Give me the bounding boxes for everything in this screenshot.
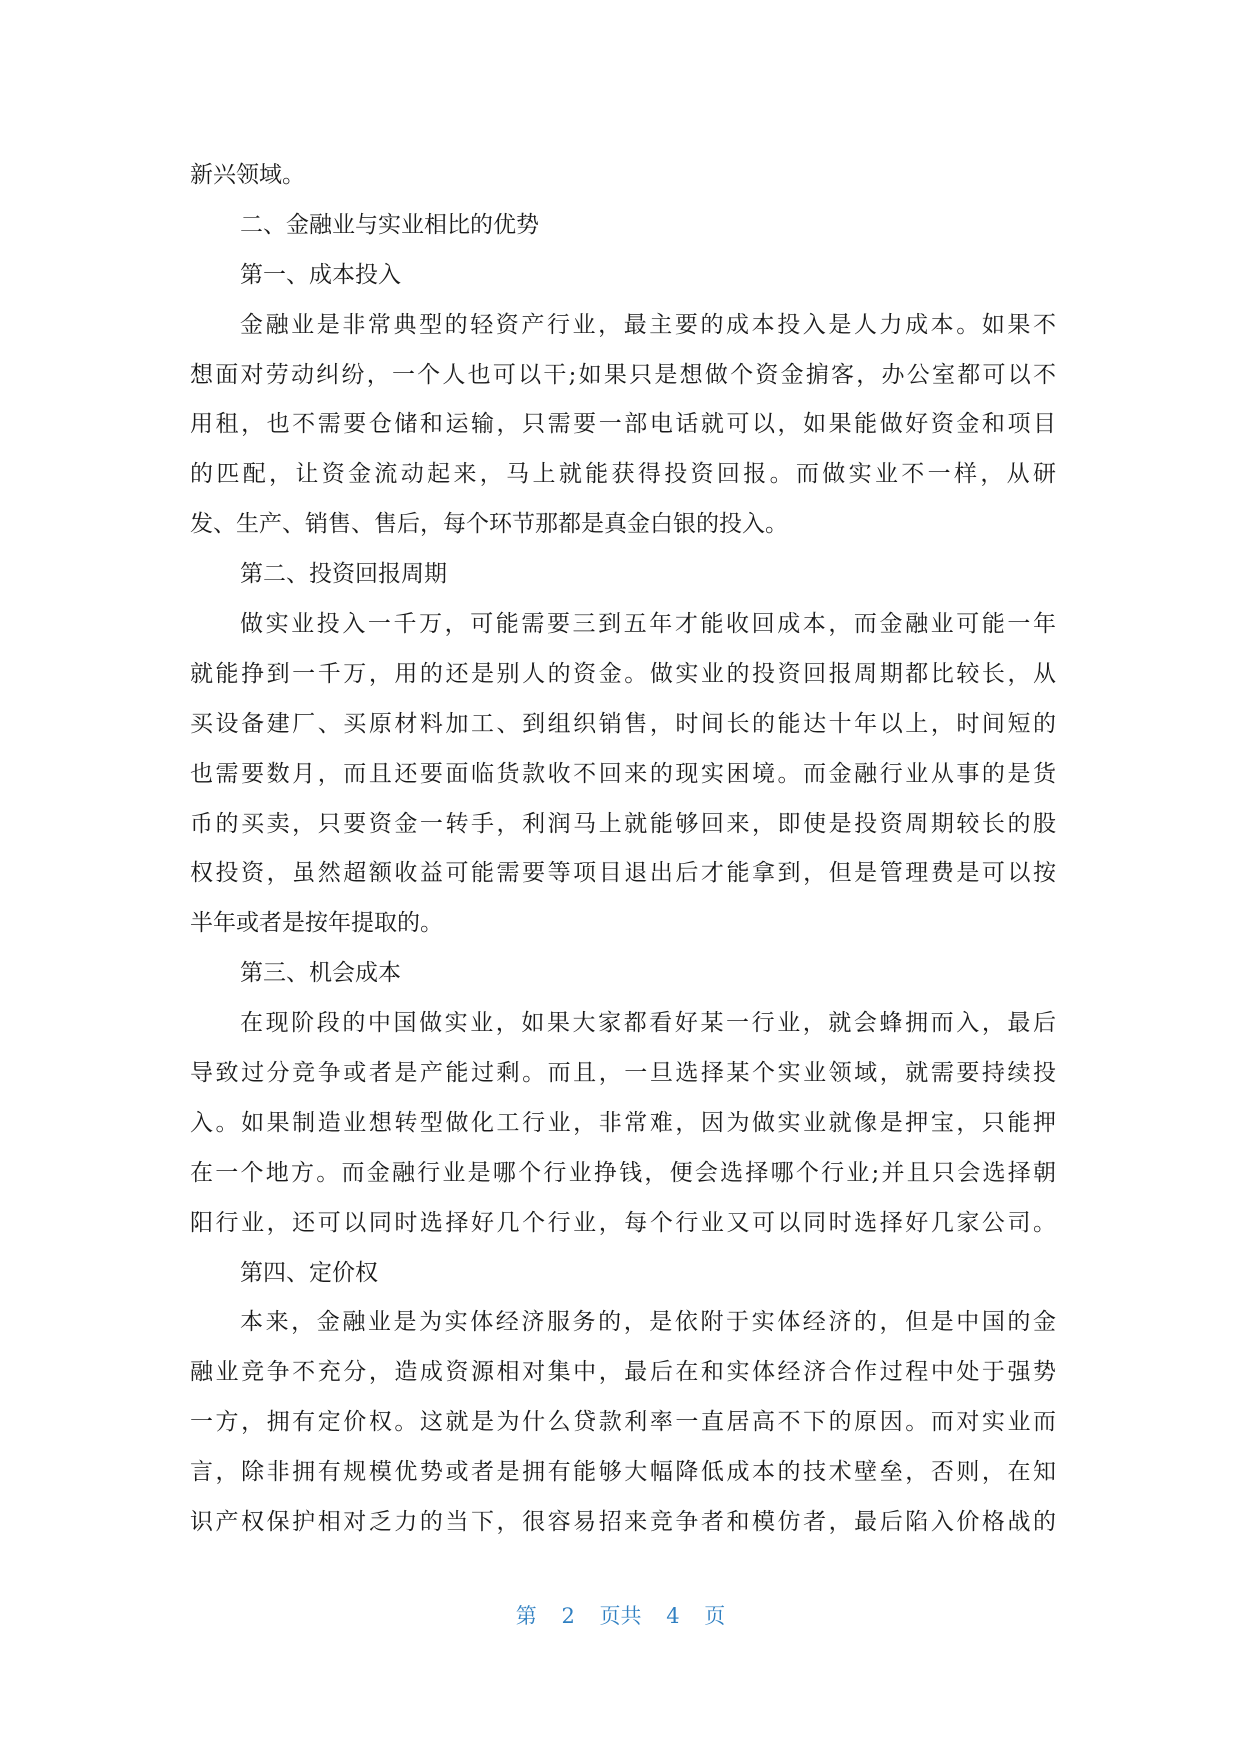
- text-line: 在一个地方。而金融行业是哪个行业挣钱，便会选择哪个行业;并且只会选择朝: [190, 1159, 1056, 1186]
- text-line: 导致过分竞争或者是产能过剩。而且，一旦选择某个实业领域，就需要持续投: [190, 1060, 1056, 1087]
- text-line: 阳行业，还可以同时选择好几个行业，每个行业又可以同时选择好几家公司。: [190, 1209, 1056, 1236]
- page-footer: [0, 1600, 1241, 1630]
- subsection-heading: 第一、成本投入: [240, 261, 401, 288]
- text-line: 做实业投入一千万，可能需要三到五年才能收回成本，而金融业可能一年: [240, 611, 1056, 638]
- text-line: 就能挣到一千万，用的还是别人的资金。做实业的投资回报周期都比较长，从: [190, 660, 1056, 687]
- text-line: 在现阶段的中国做实业，如果大家都看好某一行业，就会蜂拥而入，最后: [240, 1010, 1056, 1037]
- subsection-heading: 第四、定价权: [240, 1259, 378, 1286]
- text-line: 融业竞争不充分，造成资源相对集中，最后在和实体经济合作过程中处于强势: [190, 1359, 1056, 1386]
- text-line: 金融业是非常典型的轻资产行业，最主要的成本投入是人力成本。如果不: [240, 311, 1056, 338]
- text-line: 币的买卖，只要资金一转手，利润马上就能够回来，即使是投资周期较长的股: [190, 810, 1056, 837]
- footer-suffix: 页: [704, 1604, 726, 1628]
- text-line: 识产权保护相对乏力的当下，很容易招来竞争者和模仿者，最后陷入价格战的: [190, 1509, 1056, 1536]
- text-line: 新兴领域。: [190, 162, 305, 188]
- text-line: 用租，也不需要仓储和运输，只需要一部电话就可以，如果能做好资金和项目: [190, 411, 1056, 438]
- text-line: 的匹配，让资金流动起来，马上就能获得投资回报。而做实业不一样，从研: [190, 461, 1056, 488]
- subsection-heading: 第二、投资回报周期: [240, 561, 447, 588]
- text-line: 言，除非拥有规模优势或者是拥有能够大幅降低成本的技术壁垒，否则，在知: [190, 1459, 1056, 1486]
- text-line: 想面对劳动纠纷，一个人也可以干;如果只是想做个资金掮客，办公室都可以不: [190, 361, 1056, 388]
- total-pages-number: 4: [666, 1604, 680, 1628]
- footer-middle: 页共: [599, 1604, 642, 1628]
- text-line: 一方，拥有定价权。这就是为什么贷款利率一直居高不下的原因。而对实业而: [190, 1409, 1056, 1436]
- text-line: 权投资，虽然超额收益可能需要等项目退出后才能拿到，但是管理费是可以按: [190, 860, 1056, 887]
- text-line: 也需要数月，而且还要面临货款收不回来的现实困境。而金融行业从事的是货: [190, 760, 1056, 787]
- current-page-number: 2: [561, 1604, 575, 1628]
- text-line: 入。如果制造业想转型做化工行业，非常难，因为做实业就像是押宝，只能押: [190, 1109, 1056, 1136]
- text-line: 半年或者是按年提取的。: [190, 910, 443, 937]
- footer-prefix: 第: [515, 1604, 537, 1628]
- text-line: 发、生产、销售、售后，每个环节那都是真金白银的投入。: [190, 511, 788, 538]
- document-body: [190, 151, 1056, 1548]
- subsection-heading: 第三、机会成本: [240, 960, 401, 987]
- text-line: 本来，金融业是为实体经济服务的，是依附于实体经济的，但是中国的金: [240, 1309, 1056, 1336]
- section-heading: 二、金融业与实业相比的优势: [240, 211, 539, 238]
- text-line: 买设备建厂、买原材料加工、到组织销售，时间长的能达十年以上，时间短的: [190, 710, 1056, 737]
